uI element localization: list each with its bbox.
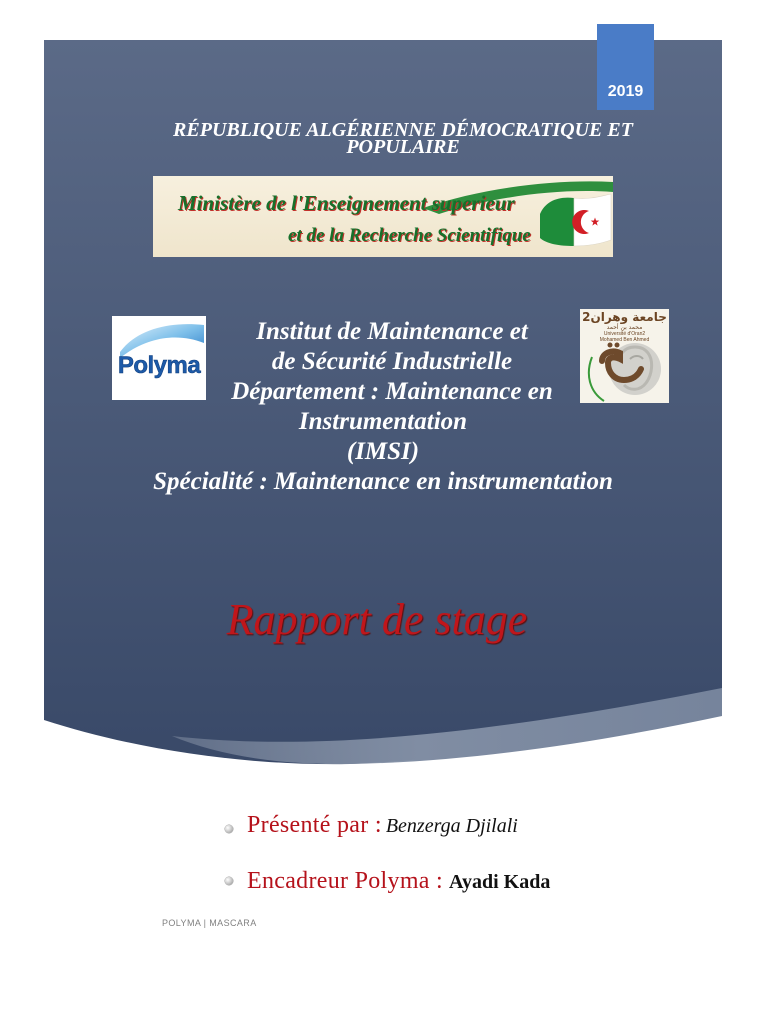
page-footer: POLYMA | MASCARA bbox=[162, 918, 257, 928]
presenter-label: Présenté par : bbox=[247, 812, 382, 838]
ministry-logo-line1: Ministère de l'Enseignement superieur bbox=[178, 191, 515, 215]
department-line: Instrumentation bbox=[298, 408, 468, 435]
university-arabic-subtitle: محمد بن أحمد bbox=[606, 324, 643, 331]
report-title: Rapport de stage bbox=[226, 595, 528, 644]
algeria-flag-icon bbox=[540, 194, 611, 246]
ministry-logo bbox=[153, 176, 613, 257]
department-line: Département : Maintenance en bbox=[231, 378, 553, 405]
university-arabic-name: جامعة وهران2 bbox=[582, 310, 667, 324]
university-french-name: Université d'Oran2 bbox=[603, 331, 646, 337]
year-badge bbox=[597, 24, 654, 110]
ministry-logo-line2: et de la Recherche Scientifique bbox=[288, 225, 531, 246]
circle-bullet-icon bbox=[225, 825, 233, 833]
republic-header bbox=[103, 119, 703, 158]
university-logo bbox=[580, 309, 669, 403]
university-french-subtitle: Mohamed Ben Ahmed bbox=[599, 337, 650, 343]
polyma-logo-text: Polyma bbox=[117, 352, 201, 379]
republic-header-line: POPULAIRE bbox=[346, 136, 460, 158]
year-text: 2019 bbox=[607, 83, 644, 100]
polyma-logo-art bbox=[112, 316, 206, 400]
supervisor-line bbox=[247, 868, 550, 898]
specialty-line: Spécialité : Maintenance en instrumentation bbox=[153, 468, 613, 495]
polyma-logo bbox=[112, 316, 206, 400]
institute-line: Institut de Maintenance et bbox=[256, 318, 528, 345]
republic-header-line: RÉPUBLIQUE ALGÉRIENNE DÉMOCRATIQUE ET bbox=[173, 119, 633, 141]
presenter-line bbox=[247, 812, 518, 842]
circle-bullet-icon bbox=[225, 877, 233, 885]
acronym-line: (IMSI) bbox=[346, 438, 420, 465]
supervisor-label: Encadreur Polyma : bbox=[247, 868, 444, 894]
presenter-name: Benzerga Djilali bbox=[385, 815, 518, 837]
supervisor-name: Ayadi Kada bbox=[449, 871, 551, 893]
institute-line: de Sécurité Industrielle bbox=[271, 348, 513, 375]
